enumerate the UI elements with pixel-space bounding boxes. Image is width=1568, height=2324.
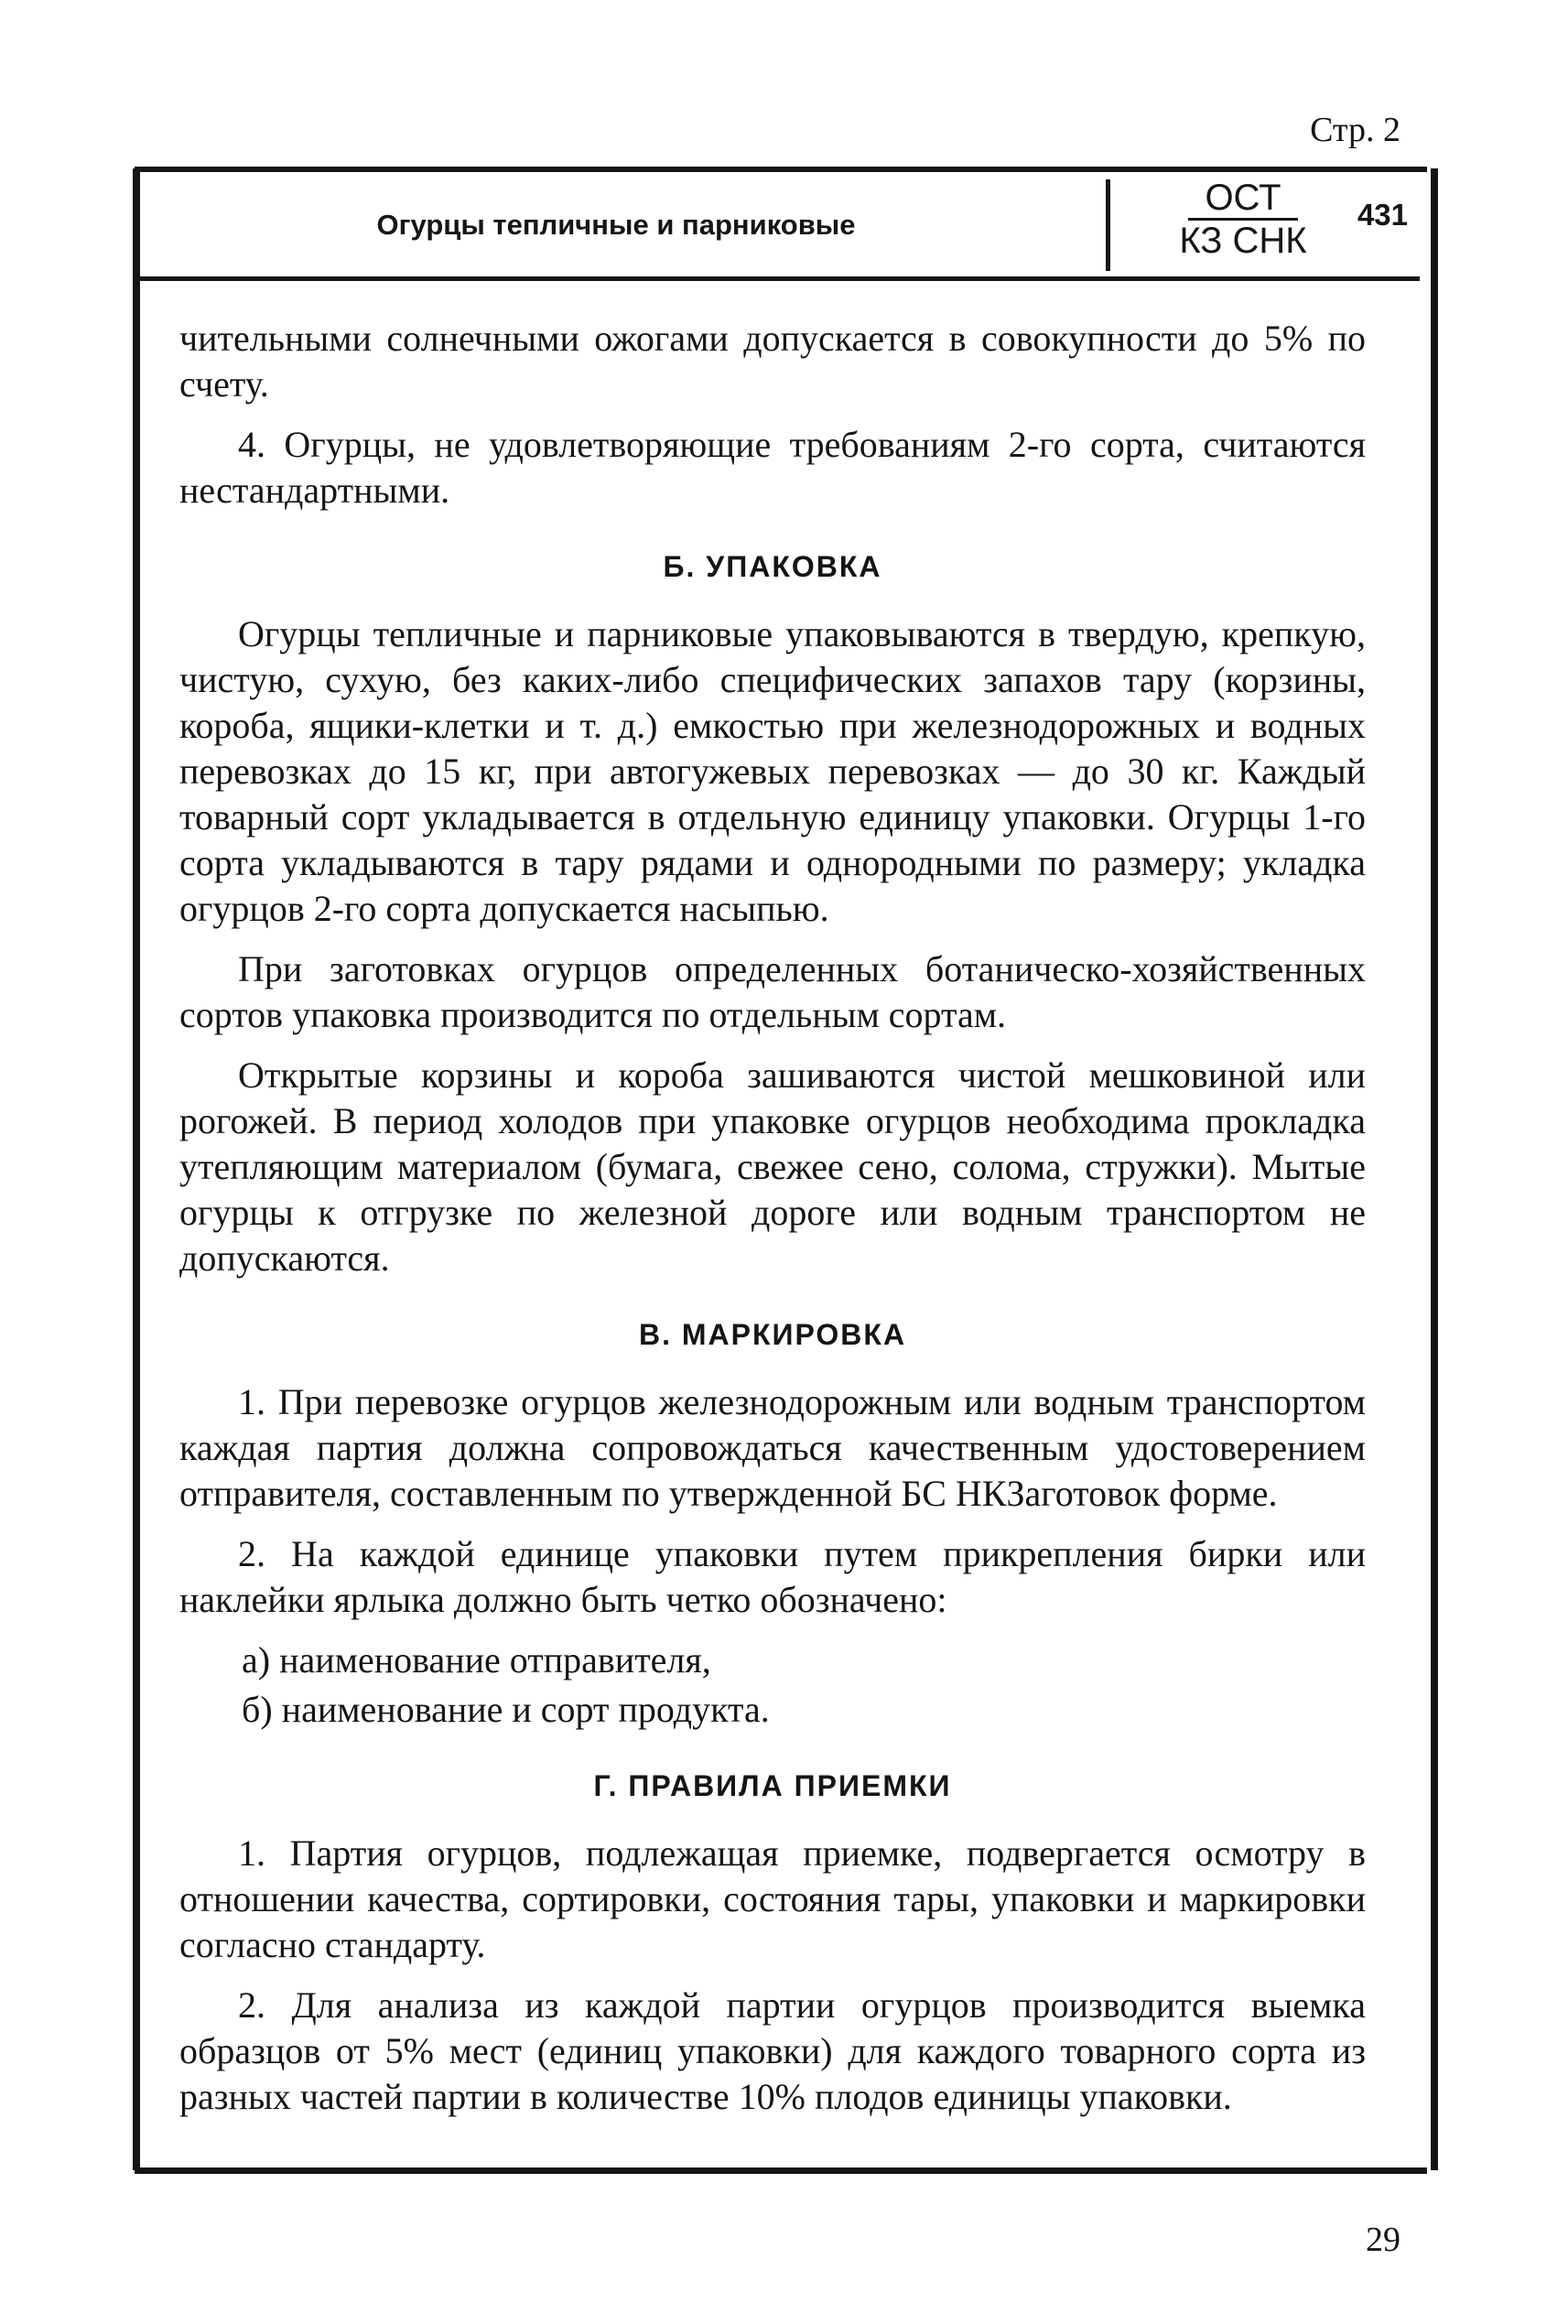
packaging-paragraph: Открытые корзины и короба зашиваются чистой мешковиной или рогожей. В период холодов при упаковке огурцов необходима прокладка утепляющим материалом (бумага, свежее сено, солома, стружки). Мытые огурцы к отгрузке по железной дороге или водным транспортом не допускаются. [179, 1054, 1366, 1279]
acceptance-paragraph: 1. Партия огурцов, подлежащая приемке, подвергается осмотру в отношении качества, сортировки, состояния тары, упаковки и маркировки согласно стандарту. [179, 1832, 1366, 1965]
paragraph-continuation: чительными солнечными ожогами допускается в совокупности до 5% по счету. [179, 318, 1366, 405]
document-body [179, 316, 1366, 2135]
standard-code-top: ОСТ [1188, 178, 1297, 221]
section-heading-packaging: Б. УПАКОВКА [663, 550, 882, 583]
document-header [140, 172, 1420, 281]
acceptance-paragraph: 2. Для анализа из каждой партии огурцов производится выемка образцов от 5% мест (единиц упаковки) для каждого товарного сорта из разных частей партии в количестве 10% плодов единицы упаковки. [179, 1984, 1366, 2117]
standard-code-bottom: КЗ СНК [1179, 221, 1307, 261]
frame-bottom-rule [135, 2167, 1427, 2174]
section-heading-acceptance: Г. ПРАВИЛА ПРИЕМКИ [593, 1769, 952, 1802]
packaging-paragraph: При заготовках огурцов определенных ботаническо-хозяйственных сортов упаковка производится по отдельным сортам. [179, 948, 1366, 1035]
marking-list-item: б) наименование и сорт продукта. [242, 1689, 770, 1730]
page-number: 29 [1366, 2221, 1400, 2259]
marking-list-item: а) наименование отправителя, [242, 1639, 711, 1681]
page-reference: Стр. 2 [1310, 111, 1400, 149]
paragraph-item-4: 4. Огурцы, не удовлетворяющие требованиям 2-го сорта, считаются нестандартными. [179, 424, 1366, 511]
packaging-paragraph: Огурцы тепличные и парниковые упаковываются в твердую, крепкую, чистую, сухую, без каких-либо специфических запахов тару (корзины, короба, ящики-клетки и т. д.) емкостью при железнодорожных и водных перевозках до 15 кг, при автогужевых перевозках — до 30 кг. Каждый товарный сорт укладывается в отдельную единицу упаковки. Огурцы 1-го сорта укладываются в тару рядами и однородными по размеру; укладка огурцов 2-го сорта допускается насыпью. [179, 613, 1366, 929]
header-divider [1106, 179, 1110, 271]
marking-paragraph: 1. При перевозке огурцов железнодорожным или водным транспортом каждая партия должна сопровождаться качественным удостоверением отправителя, составленным по утвержденной БС НКЗаготовок форме. [179, 1381, 1366, 1514]
standard-number: 431 [1357, 198, 1408, 232]
section-heading-marking: В. МАРКИРОВКА [638, 1318, 907, 1351]
header-title: Огурцы тепличные и парниковые [376, 209, 856, 241]
marking-paragraph: 2. На каждой единице упаковки путем прикрепления бирки или наклейки ярлыка должно быть четко обозначено: [179, 1533, 1366, 1620]
